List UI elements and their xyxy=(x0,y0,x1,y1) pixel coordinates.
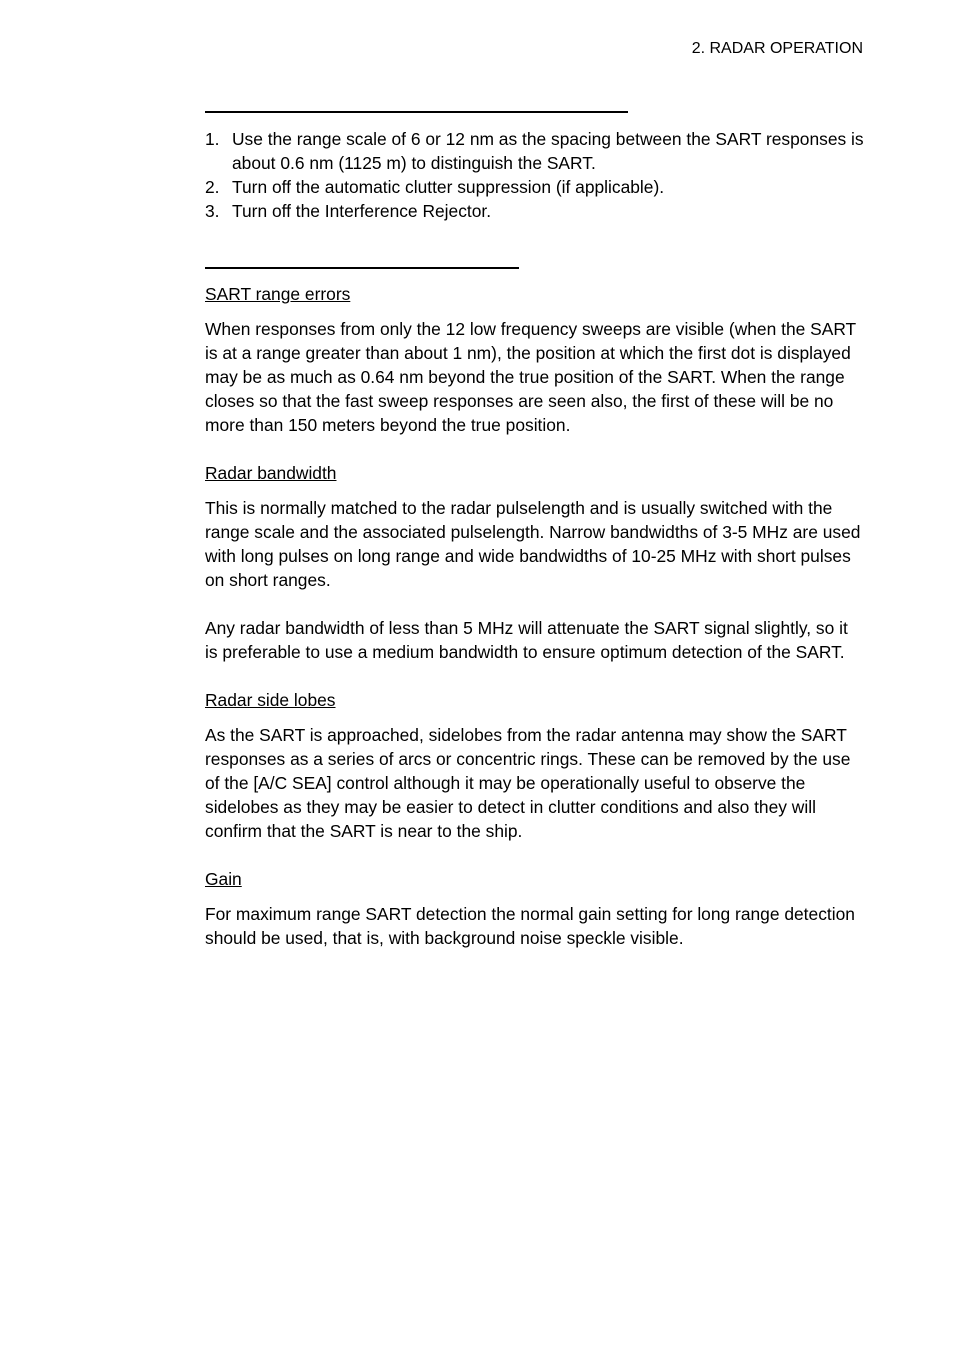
list-item xyxy=(205,127,865,175)
section-body-bandwidth: This is normally matched to the radar pulselength and is usually switched with the range scale and the associated pulselength. Narrow bandwidths of 3-5 MHz are used with long pulses on long range and wide bandwidths of 10-25 MHz with short pulses on short ranges. xyxy=(205,498,861,590)
page-header-chapter: 2. RADAR OPERATION xyxy=(691,40,863,57)
section-body-side-lobes: As the SART is approached, sidelobes from the radar antenna may show the SART responses as a series of arcs or concentric rings. These can be removed by the use of the [A/C SEA] control although it may be operationally useful to observe the sidelobes as they may be easier to detect in clutter conditions and also they will confirm that the SART is near to the ship. xyxy=(205,725,851,841)
list-item xyxy=(205,199,865,223)
list-item-number: 2. xyxy=(205,177,220,197)
section-body-range-errors: When responses from only the 12 low frequency sweeps are visible (when the SART is at a range greater than about 1 nm), the position at which the first dot is displayed may be as much as 0.64 nm beyond the true position of the SART. When the range closes so that the fast sweep responses are seen also, the first of these will be no more than 150 meters beyond the true position. xyxy=(205,319,856,435)
list-item-text: Turn off the Interference Rejector. xyxy=(232,201,492,221)
main-content xyxy=(205,282,865,950)
section-body-gain: For maximum range SART detection the normal gain setting for long range detection should be used, that is, with background noise speckle visible. xyxy=(205,904,855,948)
section-heading-side-lobes: Radar side lobes xyxy=(205,690,336,710)
list-item-number: 3. xyxy=(205,201,220,221)
section-heading-gain: Gain xyxy=(205,869,242,889)
section-heading-bandwidth: Radar bandwidth xyxy=(205,463,337,483)
heading-rule xyxy=(205,267,519,269)
list-item-number: 1. xyxy=(205,129,220,149)
list-item-text: Turn off the automatic clutter suppression (if applicable). xyxy=(232,177,665,197)
section-heading-range-errors: SART range errors xyxy=(205,284,351,304)
list-item xyxy=(205,175,865,199)
section-body-bandwidth-2: Any radar bandwidth of less than 5 MHz will attenuate the SART signal slightly, so it is preferable to use a medium bandwidth to ensure optimum detection of the SART. xyxy=(205,618,848,662)
procedure-list xyxy=(205,127,865,223)
list-item-text: Use the range scale of 6 or 12 nm as the spacing between the SART responses is about 0.6 nm (1125 m) to distinguish the SART. xyxy=(232,129,864,173)
heading-rule xyxy=(205,111,628,113)
